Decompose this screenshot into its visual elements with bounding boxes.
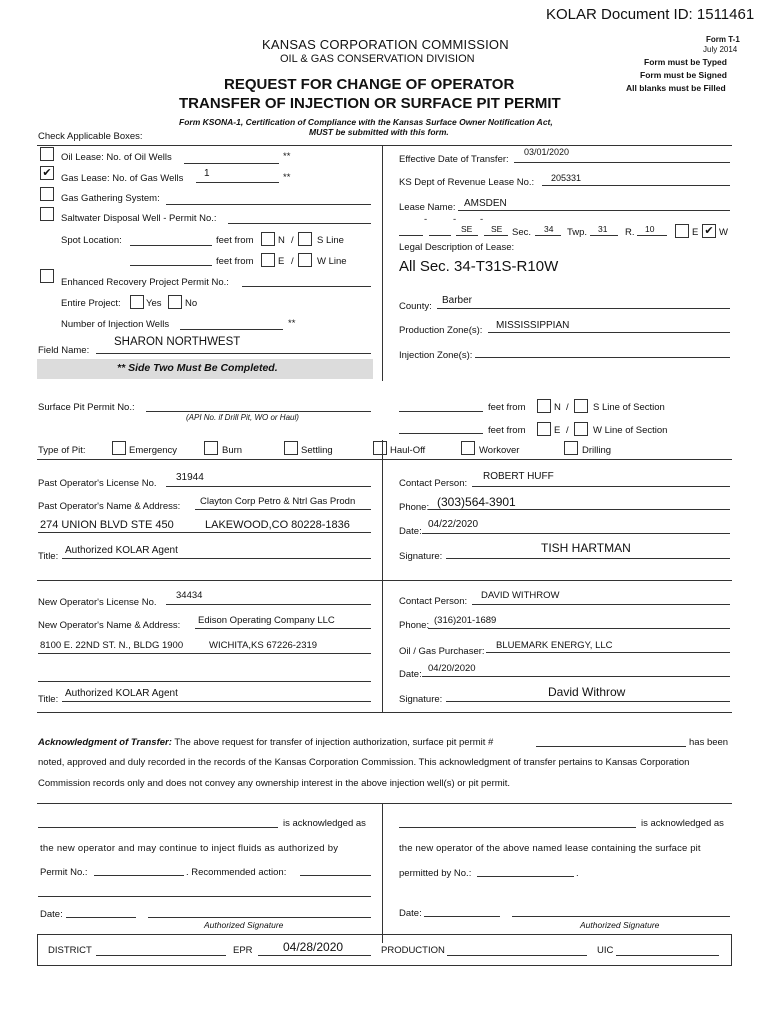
qtr-se-2: SE: [491, 224, 503, 234]
purchaser-field[interactable]: [486, 652, 730, 653]
lease-name-value: AMSDEN: [464, 198, 507, 209]
range-label: R.: [625, 227, 635, 238]
new-address-1: 8100 E. 22ND ST. N., BLDG 1900: [40, 640, 184, 651]
spot-e-label: E: [278, 256, 285, 267]
num-injection-label: Number of Injection Wells: [61, 319, 170, 330]
new-signature-field[interactable]: [446, 701, 730, 702]
range-w-checkbox[interactable]: ✔: [702, 224, 716, 238]
signed-note: Form must be Signed: [640, 70, 727, 80]
new-date-label: Date:: [399, 669, 422, 680]
new-name-field[interactable]: [195, 628, 371, 629]
past-phone-label: Phone:: [399, 502, 430, 513]
new-address-field[interactable]: [38, 653, 371, 654]
qtr-field-2[interactable]: [429, 235, 451, 236]
ack-permit-field[interactable]: [536, 746, 686, 747]
surface-pit-label: Surface Pit Permit No.:: [38, 402, 135, 413]
gas-wells-stars: **: [283, 172, 291, 183]
past-title-label: Title:: [38, 551, 59, 562]
emergency-checkbox[interactable]: [112, 441, 126, 455]
past-address-2: LAKEWOOD,CO 80228-1836: [205, 519, 350, 531]
twp-value: 31: [598, 224, 608, 234]
oil-wells-stars: **: [283, 151, 291, 162]
right-permitted-field[interactable]: [477, 876, 574, 877]
spot-w-line-label: W Line: [317, 256, 347, 267]
left-date-label: Date:: [40, 909, 63, 920]
entire-project-yes-checkbox[interactable]: [130, 295, 144, 309]
past-contact-field[interactable]: [472, 486, 730, 487]
county-value: Barber: [442, 295, 473, 306]
new-name-value: Edison Operating Company LLC: [198, 615, 335, 626]
settling-checkbox[interactable]: [284, 441, 298, 455]
qtr-field-1[interactable]: [399, 235, 423, 236]
right-permitted-label: permitted by No.:: [399, 868, 472, 879]
left-date-field[interactable]: [66, 917, 136, 918]
pit-w-line-label: W Line of Section: [593, 425, 668, 436]
new-name-label: New Operator's Name & Address:: [38, 620, 181, 631]
new-phone-value: (316)201-1689: [434, 615, 497, 626]
new-address-field-2[interactable]: [38, 681, 371, 682]
left-permit-no-label: Permit No.:: [40, 867, 88, 878]
gas-wells-value: 1: [204, 168, 210, 179]
spot-s-checkbox[interactable]: [298, 232, 312, 246]
past-name-label: Past Operator's Name & Address:: [38, 501, 181, 512]
range-e-label: E: [692, 227, 699, 238]
eor-checkbox[interactable]: [40, 269, 54, 283]
oil-lease-checkbox[interactable]: [40, 147, 54, 161]
qtr-dash-3: -: [480, 214, 484, 225]
oil-lease-label: Oil Lease: No. of Oil Wells: [61, 152, 172, 163]
left-rec-action-field[interactable]: [300, 875, 371, 876]
new-license-value: 34434: [176, 590, 203, 601]
prod-zone-label: Production Zone(s):: [399, 325, 483, 336]
workover-checkbox[interactable]: [461, 441, 475, 455]
right-ack-field[interactable]: [399, 827, 636, 828]
new-address-2: WICHITA,KS 67226-2319: [209, 640, 318, 651]
agency-name: KANSAS CORPORATION COMMISSION: [262, 37, 509, 52]
num-injection-stars: **: [288, 318, 296, 329]
sec-label: Sec.: [512, 227, 532, 238]
workover-label: Workover: [479, 445, 520, 456]
past-address-field[interactable]: [38, 532, 371, 533]
burn-label: Burn: [222, 445, 243, 456]
form-title-line2: TRANSFER OF INJECTION OR SURFACE PIT PERMIT: [179, 95, 561, 112]
pit-s-checkbox[interactable]: [574, 399, 588, 413]
drilling-label: Drilling: [582, 445, 612, 456]
operators-bottom-rule: [37, 712, 732, 713]
eor-label: Enhanced Recovery Project Permit No.:: [61, 277, 229, 288]
pit-feet-from-2: feet from: [488, 425, 526, 436]
left-signature-field[interactable]: [148, 917, 371, 918]
past-title-field[interactable]: [62, 558, 371, 559]
qtr-dash-1: -: [424, 214, 428, 225]
spot-slash-1: /: [291, 235, 294, 246]
left-rec-action-field-2[interactable]: [38, 896, 371, 897]
eff-date-label: Effective Date of Transfer:: [399, 154, 509, 165]
lease-name-label: Lease Name:: [399, 202, 456, 213]
epr-label: EPR: [233, 945, 253, 956]
new-phone-label: Phone:: [399, 620, 430, 631]
qtr-field-4[interactable]: [484, 235, 508, 236]
check-boxes-label: Check Applicable Boxes:: [38, 131, 143, 142]
ack-text-1: The above request for transfer of injection authorization, surface pit permit #: [171, 737, 494, 748]
form-title-line1: REQUEST FOR CHANGE OF OPERATOR: [224, 76, 515, 93]
ack-text-3: Commission records only and does not convey any ownership interest in the above injection well(s) or pit permit.: [38, 778, 511, 789]
field-name-value: SHARON NORTHWEST: [114, 336, 241, 348]
twp-label: Twp.: [567, 227, 588, 238]
range-value: 10: [645, 224, 655, 234]
form-number: Form T-1: [706, 35, 740, 44]
spot-feet-from-2: feet from: [216, 256, 254, 267]
pit-e-label: E: [554, 425, 561, 436]
typed-note: Form must be Typed: [644, 57, 727, 67]
new-title-field[interactable]: [62, 701, 371, 702]
left-ack-label: is acknowledged as: [283, 818, 366, 829]
hauloff-label: Haul-Off: [390, 445, 426, 456]
right-date-label: Date:: [399, 908, 422, 919]
past-name-field[interactable]: [195, 509, 371, 510]
upper-divider: [382, 145, 383, 381]
lease-name-field[interactable]: [458, 210, 730, 211]
pit-ns-feet-field[interactable]: [399, 411, 483, 412]
yes-label: Yes: [146, 298, 162, 309]
new-signature-label: Signature:: [399, 694, 443, 705]
epr-field[interactable]: [258, 955, 371, 956]
entire-project-label: Entire Project:: [61, 298, 121, 309]
entire-project-no-checkbox[interactable]: [168, 295, 182, 309]
num-injection-field[interactable]: [180, 329, 283, 330]
upper-top-rule: [37, 145, 732, 146]
spot-slash-2: /: [291, 256, 294, 267]
spot-ns-feet-field[interactable]: [130, 245, 212, 246]
uic-field[interactable]: [616, 955, 719, 956]
county-label: County:: [399, 301, 432, 312]
side-two-notice: ** Side Two Must Be Completed.: [117, 362, 278, 374]
new-license-label: New Operator's License No.: [38, 597, 157, 608]
settling-label: Settling: [301, 445, 333, 456]
pit-s-line-label: S Line of Section: [593, 402, 665, 413]
blanks-note: All blanks must be Filled: [626, 83, 726, 93]
past-address-1: 274 UNION BLVD STE 450: [40, 519, 174, 531]
surface-pit-field[interactable]: [146, 411, 371, 412]
production-field[interactable]: [447, 955, 587, 956]
ks-dept-label: KS Dept of Revenue Lease No.:: [399, 177, 535, 188]
swd-permit-field[interactable]: [228, 223, 371, 224]
subtitle-line1: Form KSONA-1, Certification of Compliance with the Kansas Surface Owner Notification Act,: [179, 117, 553, 127]
right-new-op-text: the new operator of the above named lease containing the surface pit: [399, 843, 701, 854]
new-license-field[interactable]: [166, 604, 371, 605]
prod-zone-field[interactable]: [488, 332, 730, 333]
production-label: PRODUCTION: [381, 945, 445, 956]
pit-e-checkbox[interactable]: [537, 422, 551, 436]
spot-n-checkbox[interactable]: [261, 232, 275, 246]
hauloff-checkbox[interactable]: [373, 441, 387, 455]
right-date-field[interactable]: [424, 916, 500, 917]
sec-value: 34: [544, 224, 554, 234]
eor-permit-field[interactable]: [242, 286, 371, 287]
pit-slash-2: /: [566, 425, 569, 436]
spot-w-checkbox[interactable]: [298, 253, 312, 267]
no-label: No: [185, 298, 198, 309]
gas-lease-label: Gas Lease: No. of Gas Wells: [61, 173, 184, 184]
past-contact-label: Contact Person:: [399, 478, 468, 489]
district-label: DISTRICT: [48, 945, 92, 956]
new-contact-field[interactable]: [472, 604, 730, 605]
gas-gathering-checkbox[interactable]: [40, 187, 54, 201]
new-phone-field[interactable]: [428, 628, 730, 629]
field-name-label: Field Name:: [38, 345, 90, 356]
range-w-label: W: [719, 227, 728, 238]
district-field[interactable]: [96, 955, 226, 956]
gas-lease-checkbox[interactable]: ✔: [40, 166, 54, 180]
emergency-label: Emergency: [129, 445, 178, 456]
new-title-value: Authorized KOLAR Agent: [65, 688, 178, 699]
past-contact-value: ROBERT HUFF: [483, 471, 554, 482]
right-auth-sig-label: Authorized Signature: [580, 920, 660, 930]
gas-wells-field[interactable]: [196, 182, 279, 183]
past-signature-label: Signature:: [399, 551, 443, 562]
pit-n-checkbox[interactable]: [537, 399, 551, 413]
pit-slash-1: /: [566, 402, 569, 413]
eff-date-value: 03/01/2020: [524, 147, 570, 157]
legal-desc-label: Legal Description of Lease:: [399, 242, 515, 253]
right-signature-field[interactable]: [512, 916, 730, 917]
gas-gathering-label: Gas Gathering System:: [61, 193, 160, 204]
api-note: (API No. if Drill Pit, WO or Haul): [186, 413, 299, 422]
range-field[interactable]: [637, 235, 667, 236]
field-name-field[interactable]: [96, 353, 371, 354]
inj-zone-label: Injection Zone(s):: [399, 350, 473, 361]
type-of-pit-label: Type of Pit:: [38, 445, 86, 456]
left-ack-field[interactable]: [38, 827, 278, 828]
inj-zone-field[interactable]: [475, 357, 730, 358]
eff-date-field[interactable]: [514, 162, 730, 163]
qtr-field-3[interactable]: [456, 235, 478, 236]
county-field[interactable]: [437, 308, 730, 309]
new-signature-value: David Withrow: [548, 685, 626, 699]
spot-e-checkbox[interactable]: [261, 253, 275, 267]
operators-top-rule: [37, 459, 732, 460]
operators-divider: [382, 440, 383, 712]
ack-text-2: noted, approved and duly recorded in the records of the Kansas Corporation Commission. This acknowledgment of transfer pertains to Kansas Corporation: [38, 757, 690, 768]
past-title-value: Authorized KOLAR Agent: [65, 545, 178, 556]
ack-paragraph-line1: [38, 737, 493, 748]
new-contact-label: Contact Person:: [399, 596, 468, 607]
past-name-value: Clayton Corp Petro & Ntrl Gas Prodn: [200, 496, 356, 507]
operators-mid-rule: [37, 580, 732, 581]
form-date: July 2014: [703, 45, 738, 54]
burn-checkbox[interactable]: [204, 441, 218, 455]
new-title-label: Title:: [38, 694, 59, 705]
division-name: OIL & GAS CONSERVATION DIVISION: [280, 53, 475, 65]
past-date-field[interactable]: [422, 533, 730, 534]
past-license-label: Past Operator's License No.: [38, 478, 157, 489]
spot-location-label: Spot Location:: [61, 235, 122, 246]
qtr-dash-2: -: [453, 214, 457, 225]
ack-has-been: has been: [689, 737, 729, 748]
pit-n-label: N: [554, 402, 561, 413]
swd-checkbox[interactable]: [40, 207, 54, 221]
prod-zone-value: MISSISSIPPIAN: [496, 320, 570, 331]
qtr-se-1: SE: [461, 224, 473, 234]
right-ack-label: is acknowledged as: [641, 818, 724, 829]
left-permit-no-field[interactable]: [94, 875, 184, 876]
past-license-value: 31944: [176, 472, 204, 483]
spot-s-line-label: S Line: [317, 235, 344, 246]
drilling-checkbox[interactable]: [564, 441, 578, 455]
left-auth-sig-label: Authorized Signature: [204, 920, 284, 930]
legal-desc-value: All Sec. 34-T31S-R10W: [399, 258, 559, 275]
past-phone-field[interactable]: [428, 509, 730, 510]
new-date-field[interactable]: [422, 676, 730, 677]
ks-dept-field[interactable]: [542, 185, 730, 186]
ks-dept-value: 205331: [551, 173, 582, 183]
ack-box-divider: [382, 803, 383, 943]
new-date-value: 04/20/2020: [428, 663, 476, 674]
pit-ew-feet-field[interactable]: [399, 433, 483, 434]
ack-box-top: [37, 803, 732, 804]
past-license-field[interactable]: [166, 486, 371, 487]
spot-n-label: N: [278, 235, 285, 246]
pit-w-checkbox[interactable]: [574, 422, 588, 436]
twp-field[interactable]: [590, 235, 618, 236]
past-signature-field[interactable]: [446, 558, 730, 559]
sec-field[interactable]: [535, 235, 561, 236]
document-id: KOLAR Document ID: 1511461: [546, 6, 755, 23]
left-rec-action-label: . Recommended action:: [186, 867, 287, 878]
past-date-value: 04/22/2020: [428, 519, 479, 530]
spot-ew-feet-field[interactable]: [130, 265, 212, 266]
ack-heading: Acknowledgment of Transfer:: [38, 737, 172, 748]
past-phone-value: (303)564-3901: [437, 495, 516, 509]
right-period: .: [576, 868, 579, 879]
purchaser-label: Oil / Gas Purchaser:: [399, 646, 485, 657]
uic-label: UIC: [597, 945, 614, 956]
pit-feet-from-1: feet from: [488, 402, 526, 413]
epr-date-value: 04/28/2020: [283, 940, 344, 954]
left-new-op-text: the new operator and may continue to inject fluids as authorized by: [40, 843, 339, 854]
new-contact-value: DAVID WITHROW: [481, 590, 560, 601]
purchaser-value: BLUEMARK ENERGY, LLC: [496, 640, 613, 651]
subtitle-line2: MUST be submitted with this form.: [309, 127, 449, 137]
past-signature-value: TISH HARTMAN: [541, 541, 631, 555]
range-e-checkbox[interactable]: [675, 224, 689, 238]
oil-wells-field[interactable]: [184, 163, 279, 164]
gas-gathering-field[interactable]: [166, 204, 371, 205]
past-date-label: Date:: [399, 526, 422, 537]
swd-label: Saltwater Disposal Well - Permit No.:: [61, 213, 217, 224]
spot-feet-from-1: feet from: [216, 235, 254, 246]
